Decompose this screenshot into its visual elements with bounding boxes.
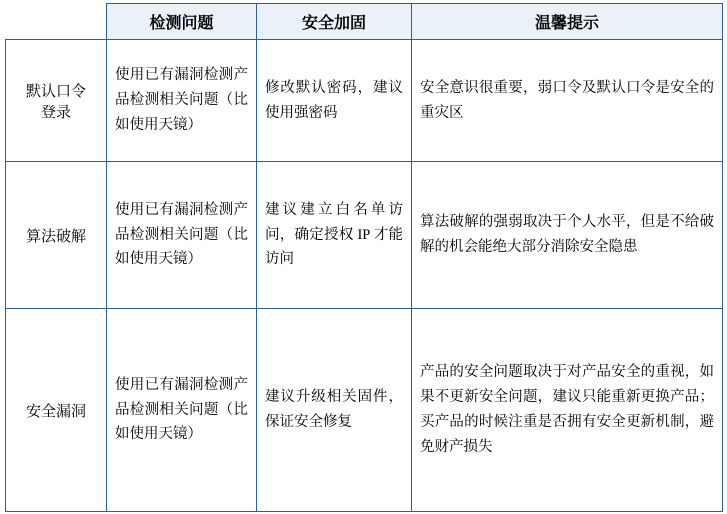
table-header: [6, 4, 723, 40]
table-corner-cell: [6, 4, 107, 40]
table-body: [6, 40, 723, 512]
column-header-detection-issue: 检测问题: [107, 4, 257, 40]
column-header-friendly-tip: 温馨提示: [412, 4, 723, 40]
table-header-row: [6, 4, 723, 40]
table-row: [6, 162, 723, 309]
cell-friendly-tip-2: 算法破解的强弱取决于个人水平，但是不给破解的机会能绝大部分消除安全隐患: [412, 162, 723, 309]
row-header-line-2: 登录: [40, 103, 71, 121]
cell-security-hardening-2: 建议建立白名单访问，确定授权 IP 才能访问: [257, 162, 412, 309]
column-header-security-hardening: 安全加固: [257, 4, 412, 40]
table-row: [6, 40, 723, 162]
security-table-container: [0, 3, 727, 514]
row-header-security-vulnerability: 安全漏洞: [6, 309, 107, 512]
row-header-algorithm-cracking: 算法破解: [6, 162, 107, 309]
cell-security-hardening-3: 建议升级相关固件，保证安全修复: [257, 309, 412, 512]
cell-detection-issue-3: 使用已有漏洞检测产品检测相关问题（比如使用天镜）: [107, 309, 257, 512]
security-table: [5, 3, 723, 512]
cell-security-hardening-1: 修改默认密码，建议使用强密码: [257, 40, 412, 162]
cell-friendly-tip-1: 安全意识很重要，弱口令及默认口令是安全的重灾区: [412, 40, 723, 162]
cell-friendly-tip-3: 产品的安全问题取决于对产品安全的重视，如果不更新安全问题，建议只能重新更换产品；买产品的时候注重是否拥有安全更新机制，避免财产损失: [412, 309, 723, 512]
cell-detection-issue-2: 使用已有漏洞检测产品检测相关问题（比如使用天镜）: [107, 162, 257, 309]
row-header-default-password-login: [6, 40, 107, 162]
table-row: [6, 309, 723, 512]
cell-detection-issue-1: 使用已有漏洞检测产品检测相关问题（比如使用天镜）: [107, 40, 257, 162]
row-header-line-1: 默认口令: [25, 82, 86, 100]
